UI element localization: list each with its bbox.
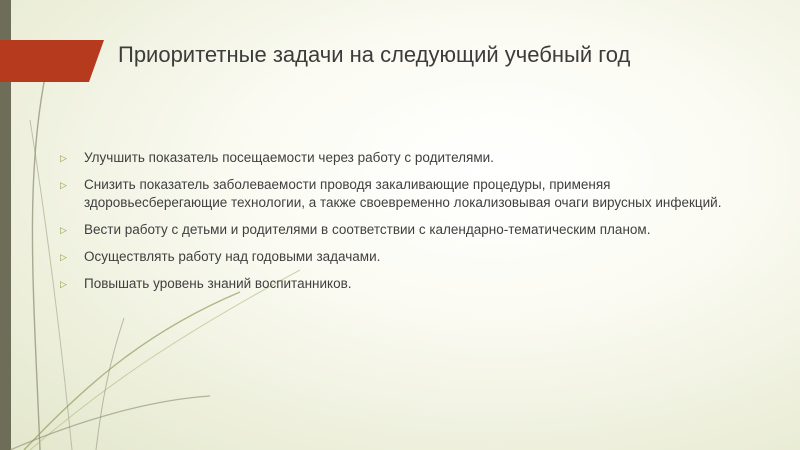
arrow-bullet-icon: ▷ [60, 153, 67, 163]
title-banner-arrow [0, 40, 104, 82]
list-item-text: Повышать уровень знаний воспитанников. [84, 276, 352, 291]
arrow-bullet-icon: ▷ [60, 180, 67, 190]
list-item [60, 221, 750, 239]
list-item [60, 275, 750, 293]
list-item [60, 176, 750, 212]
list-item-text: Улучшить показатель посещаемости через работу с родителями. [84, 150, 494, 165]
list-item-text: Снизить показатель заболеваемости проводя закаливающие процедуры, применяя здоровьесберегающие технологии, а также своевременно локализовывая очаги вирусных инфекций. [84, 177, 722, 210]
list-item-text: Вести работу с детьми и родителями в соответствии с календарно-тематическим планом. [84, 222, 651, 237]
list-item-text: Осуществлять работу над годовыми задачами. [84, 249, 381, 264]
arrow-bullet-icon: ▷ [60, 279, 67, 289]
bullet-list [60, 149, 750, 302]
arrow-bullet-icon: ▷ [60, 252, 67, 262]
slide-title: Приоритетные задачи на следующий учебный год [118, 42, 631, 67]
list-item [60, 248, 750, 266]
list-item [60, 149, 750, 167]
arrow-bullet-icon: ▷ [60, 225, 67, 235]
